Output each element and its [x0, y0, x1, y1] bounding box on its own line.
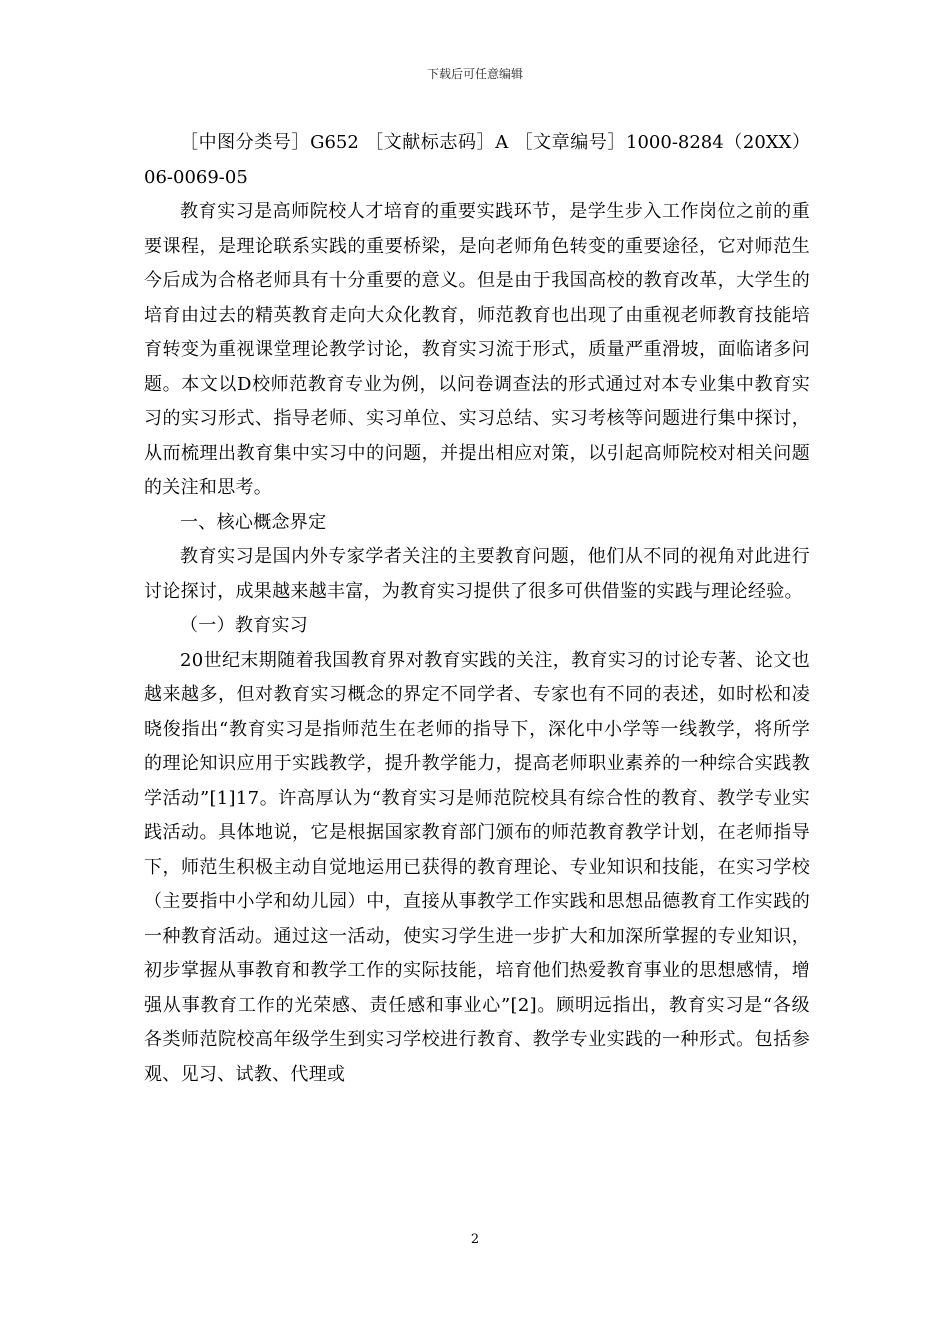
classification-line: ［中图分类号］G652 ［文献标志码］A ［文章编号］1000-8284（20XX）06-0069-05	[144, 132, 810, 188]
page-number: 2	[470, 1232, 480, 1247]
subsection-1-paragraph: 20世纪末期随着我国教育界对教育实践的关注，教育实习的讨论专著、论文也越来越多，但对教育实习概念的界定不同学者、专家也有不同的表述，如时松和凌晓俊指出“教育实习是指师范生在老师的指导下，深化中小学等一线教学，将所学的理论知识应用于实践教学，提升教学能力，提高老师职业素养的一种综合实践教学活动”[1]17。许高厚认为“教育实习是师范院校具有综合性的教育、教学专业实践活动。具体地说，它是根据国家教育部门颁布的师范教育教学计划，在老师指导下，师范生积极主动自觉地运用已获得的教育理论、专业知识和技能，在实习学校（主要指中小学和幼儿园）中，直接从事教学工作实践和思想品德教育工作实践的一种教育活动。通过这一活动，使实习学生进一步扩大和加深所掌握的专业知识，初步掌握从事教育和教学工作的实际技能，培育他们热爱教育事业的思想感情，增强从事教育工作的光荣感、责任感和事业心”[2]。顾明远指出，教育实习是“各级各类师范院校高年级学生到实习学校进行教育、教学专业实践的一种形式。包括参观、见习、试教、代理或	[144, 649, 810, 1085]
subsection-heading-1: （一）教育实习	[180, 615, 309, 636]
section-heading-1: 一、核心概念界定	[180, 511, 327, 533]
intro-paragraph: 教育实习是高师院校人才培育的重要实践环节，是学生步入工作岗位之前的重要课程，是理论联系实践的重要桥梁，是向老师角色转变的重要途径，它对师范生今后成为合格老师具有十分重要的意义。但是由于我国高校的教育改革，大学生的培育由过去的精英教育走向大众化教育，师范教育也出现了由重视老师教育技能培育转变为重视课堂理论教学讨论，教育实习流于形式，质量严重滑坡，面临诸多问题。本文以D校师范教育专业为例，以问卷调查法的形式通过对本专业集中教育实习的实习形式、指导老师、实习单位、实习总结、实习考核等问题进行集中探讨，从而梳理出教育集中实习中的问题，并提出相应对策，以引起高师院校对相关问题的关注和思考。	[144, 201, 810, 498]
document-body	[144, 126, 810, 1092]
section-1-paragraph: 教育实习是国内外专家学者关注的主要教育问题，他们从不同的视角对此进行讨论探讨，成果越来越丰富，为教育实习提供了很多可供借鉴的实践与理论经验。	[144, 546, 810, 602]
page-header-note: 下载后可任意编辑	[426, 67, 523, 81]
